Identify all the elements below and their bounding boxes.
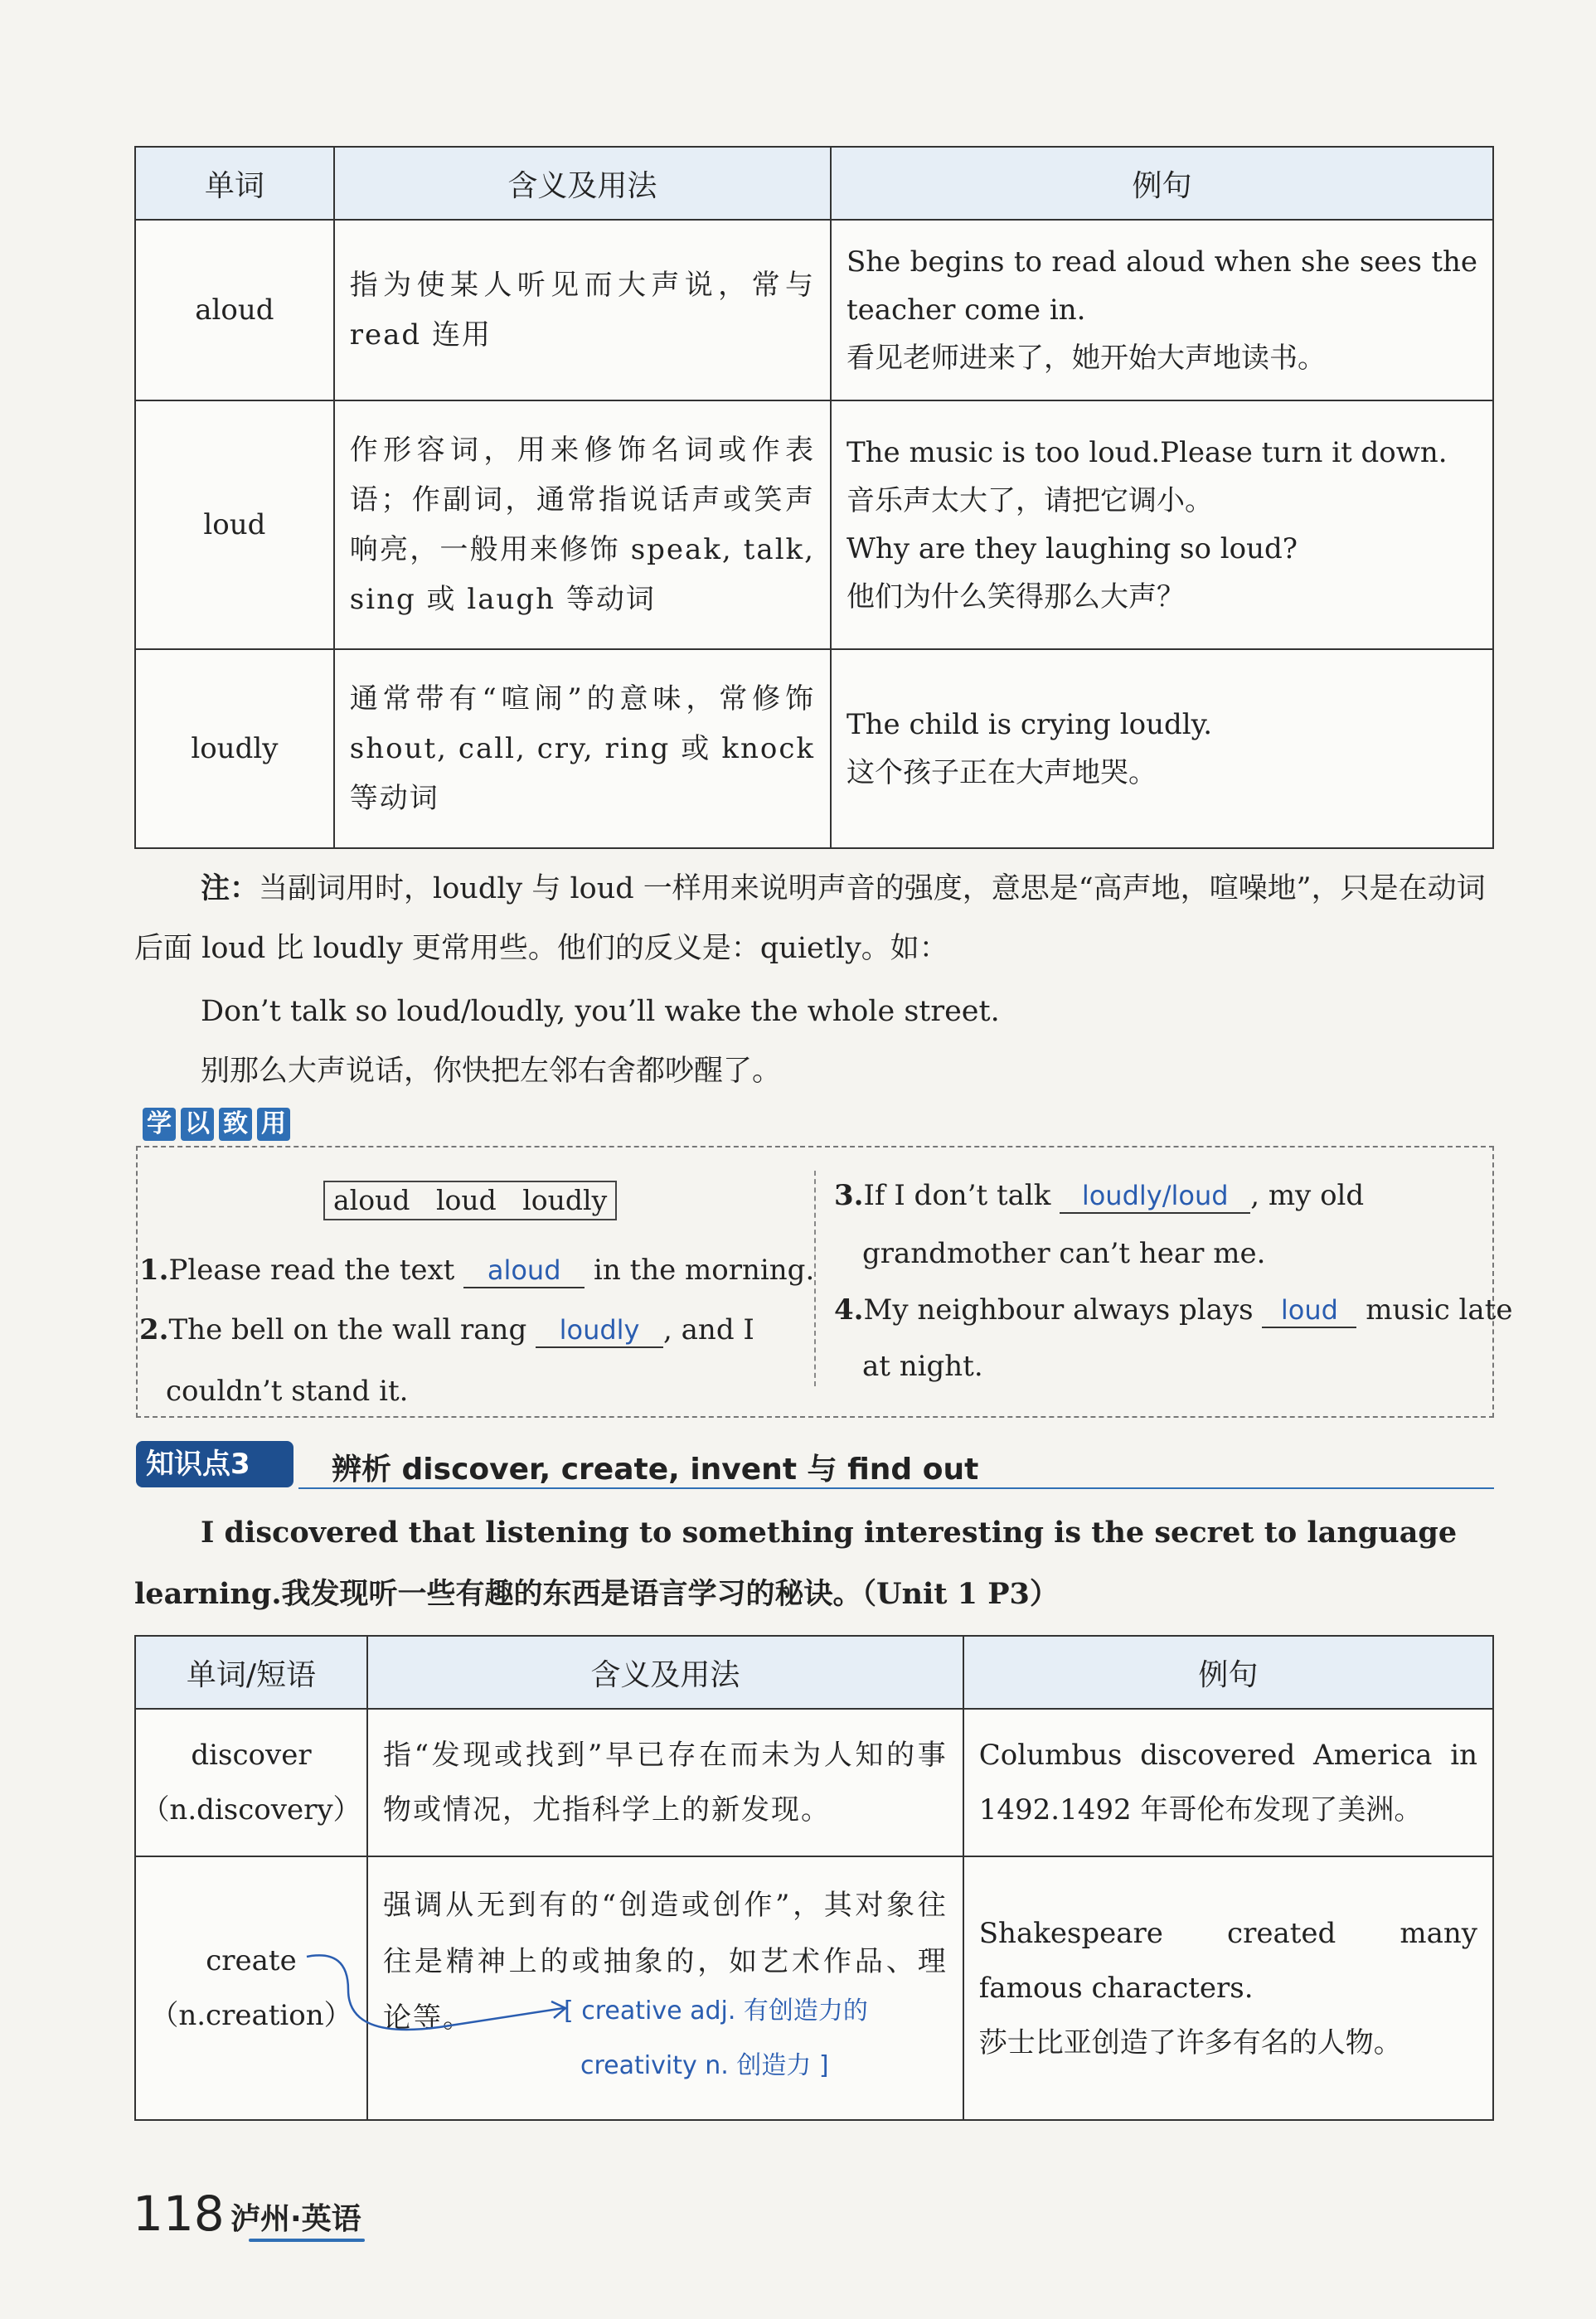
- note-example-cn: 别那么大声说话，你快把左邻右舍都吵醒了。: [201, 1055, 782, 1088]
- answer-blank[interactable]: loudly/loud: [1060, 1179, 1250, 1214]
- row-examples: [963, 1856, 1493, 2120]
- example-en: The child is crying loudly.: [846, 708, 1213, 741]
- header-usage: 含义及用法: [334, 147, 831, 220]
- item-text: If I don’t talk: [863, 1179, 1051, 1212]
- table-row: [135, 220, 1493, 400]
- practice-badge: 致: [219, 1108, 252, 1141]
- sentence-cn: 我发现听一些有趣的东西是语言学习的秘诀。: [281, 1577, 862, 1611]
- row-usage: 作形容词，用来修饰名词或作表语；作副词，通常指说话声或笑声响亮，一般用来修饰 speak, talk, sing 或 laugh 等动词: [334, 400, 831, 649]
- practice-item-2-cont: couldn’t stand it.: [166, 1375, 409, 1408]
- item-text: Please read the text: [168, 1254, 455, 1287]
- row-usage: 指“发现或找到”早已存在而未为人知的事物或情况，尤指科学上的新发现。: [367, 1709, 963, 1856]
- usage-text: 强调从无到有的“创造或创作”，其对象往往是精神上的或抽象的，如艺术作品、理论等。: [382, 1889, 948, 2035]
- sentence-source: （Unit 1 P3）: [861, 1577, 1059, 1611]
- item-text: music late: [1366, 1293, 1513, 1327]
- sentence-en: I discovered that listening to something interesting is the secret to language learning.: [134, 1516, 1458, 1611]
- example-cn: 看见老师进来了，她开始大声地读书。: [846, 342, 1326, 375]
- table-header-row: [135, 147, 1493, 220]
- item-number: 1.: [139, 1254, 169, 1287]
- example: Columbus discovered America in 1492.1492 年哥伦布发现了美洲。: [978, 1739, 1477, 1827]
- header-example: 例句: [831, 147, 1493, 220]
- item-text: in the morning.: [593, 1254, 815, 1287]
- row-usage: 指为使某人听见而大声说，常与 read 连用: [334, 220, 831, 400]
- handwritten-note-2: creativity n. 创造力 ]: [580, 2051, 829, 2080]
- practice-item-4: [834, 1293, 1513, 1328]
- example-en: Shakespeare created many famous characters.: [978, 1917, 1477, 2005]
- table-row: [135, 400, 1493, 649]
- table-header-row: [135, 1636, 1493, 1709]
- kp-sentence: [134, 1502, 1494, 1625]
- example-cn: 他们为什么笑得那么大声？: [846, 580, 1185, 614]
- item-text: My neighbour always plays: [863, 1293, 1254, 1327]
- item-number: 3.: [834, 1179, 864, 1212]
- row-examples: [831, 400, 1493, 649]
- word-box: aloud loud loudly: [323, 1181, 617, 1220]
- knowledge-point-badge: 知识点3: [136, 1441, 293, 1487]
- item-text: , my old: [1250, 1179, 1365, 1212]
- row-usage: 通常带有“喧闹”的意味，常修饰 shout, call, cry, ring 或 knock 等动词: [334, 649, 831, 848]
- answer-blank[interactable]: loud: [1262, 1293, 1356, 1328]
- example-en: She begins to read aloud when she sees the teacher come in.: [846, 245, 1477, 327]
- practice-item-2: [139, 1313, 754, 1348]
- practice-badge: 用: [257, 1108, 290, 1141]
- word: discover: [191, 1738, 312, 1772]
- practice-divider: [814, 1171, 816, 1386]
- practice-item-4-cont: at night.: [862, 1350, 983, 1383]
- row-examples: [963, 1709, 1493, 1856]
- row-examples: [831, 220, 1493, 400]
- footer-rule: [249, 2239, 365, 2242]
- handwritten-arrow-icon: [298, 1948, 580, 2048]
- row-word: aloud: [135, 220, 334, 400]
- note-example-en: Don’t talk so loud/loudly, you’ll wake the whole street.: [201, 995, 1000, 1028]
- kp-title-rule: [298, 1487, 1494, 1489]
- example-en: Why are they laughing so loud?: [846, 532, 1298, 565]
- example-en: The music is too loud.Please turn it down.: [846, 436, 1448, 469]
- practice-badges: [143, 1108, 295, 1141]
- row-word: loud: [135, 400, 334, 649]
- word: create: [206, 1943, 297, 1977]
- note-text: 当副词用时，loudly 与 loud 一样用来说明声音的强度，意思是“高声地，喧噪地”，只是在动词后面 loud 比 loudly 更常用些。他们的反义是：quietly。如：: [134, 872, 1486, 965]
- header-example: 例句: [963, 1636, 1493, 1709]
- practice-badge: 以: [181, 1108, 214, 1141]
- practice-badge: 学: [143, 1108, 176, 1141]
- note-label: 注：: [201, 871, 260, 905]
- practice-item-1: [139, 1254, 814, 1288]
- header-usage: 含义及用法: [367, 1636, 963, 1709]
- table-row: [135, 649, 1493, 848]
- item-number: 4.: [834, 1293, 864, 1327]
- practice-item-3-cont: grandmother can’t hear me.: [862, 1237, 1266, 1270]
- row-word: [135, 1709, 367, 1856]
- practice-item-3: [834, 1179, 1364, 1214]
- example-cn: 这个孩子正在大声地哭。: [846, 756, 1157, 789]
- item-number: 2.: [139, 1313, 169, 1346]
- row-examples: [831, 649, 1493, 848]
- book-title: 泸州·英语: [230, 2202, 361, 2236]
- item-text: The bell on the wall rang: [168, 1313, 527, 1346]
- example-cn: 音乐声太大了，请把它调小。: [846, 484, 1213, 517]
- vocab-table-1: [134, 146, 1494, 849]
- answer-blank[interactable]: loudly: [536, 1313, 663, 1348]
- kp-title: 辨析 discover, create, invent 与 find out: [332, 1453, 979, 1487]
- header-word: 单词: [135, 147, 334, 220]
- item-text: , and I: [663, 1313, 754, 1346]
- word-noun: （n.discovery）: [141, 1793, 361, 1827]
- answer-blank[interactable]: aloud: [463, 1254, 585, 1288]
- page-number: 118: [133, 2186, 225, 2242]
- word-noun: （n.creation）: [150, 1998, 352, 2032]
- header-word: 单词/短语: [135, 1636, 367, 1709]
- handwritten-note-1: [ creative adj. 有创造力的: [564, 1996, 868, 2025]
- example-cn: 莎士比亚创造了许多有名的人物。: [978, 2026, 1402, 2059]
- table-row: [135, 1709, 1493, 1856]
- row-word: loudly: [135, 649, 334, 848]
- note-paragraph: [134, 859, 1494, 978]
